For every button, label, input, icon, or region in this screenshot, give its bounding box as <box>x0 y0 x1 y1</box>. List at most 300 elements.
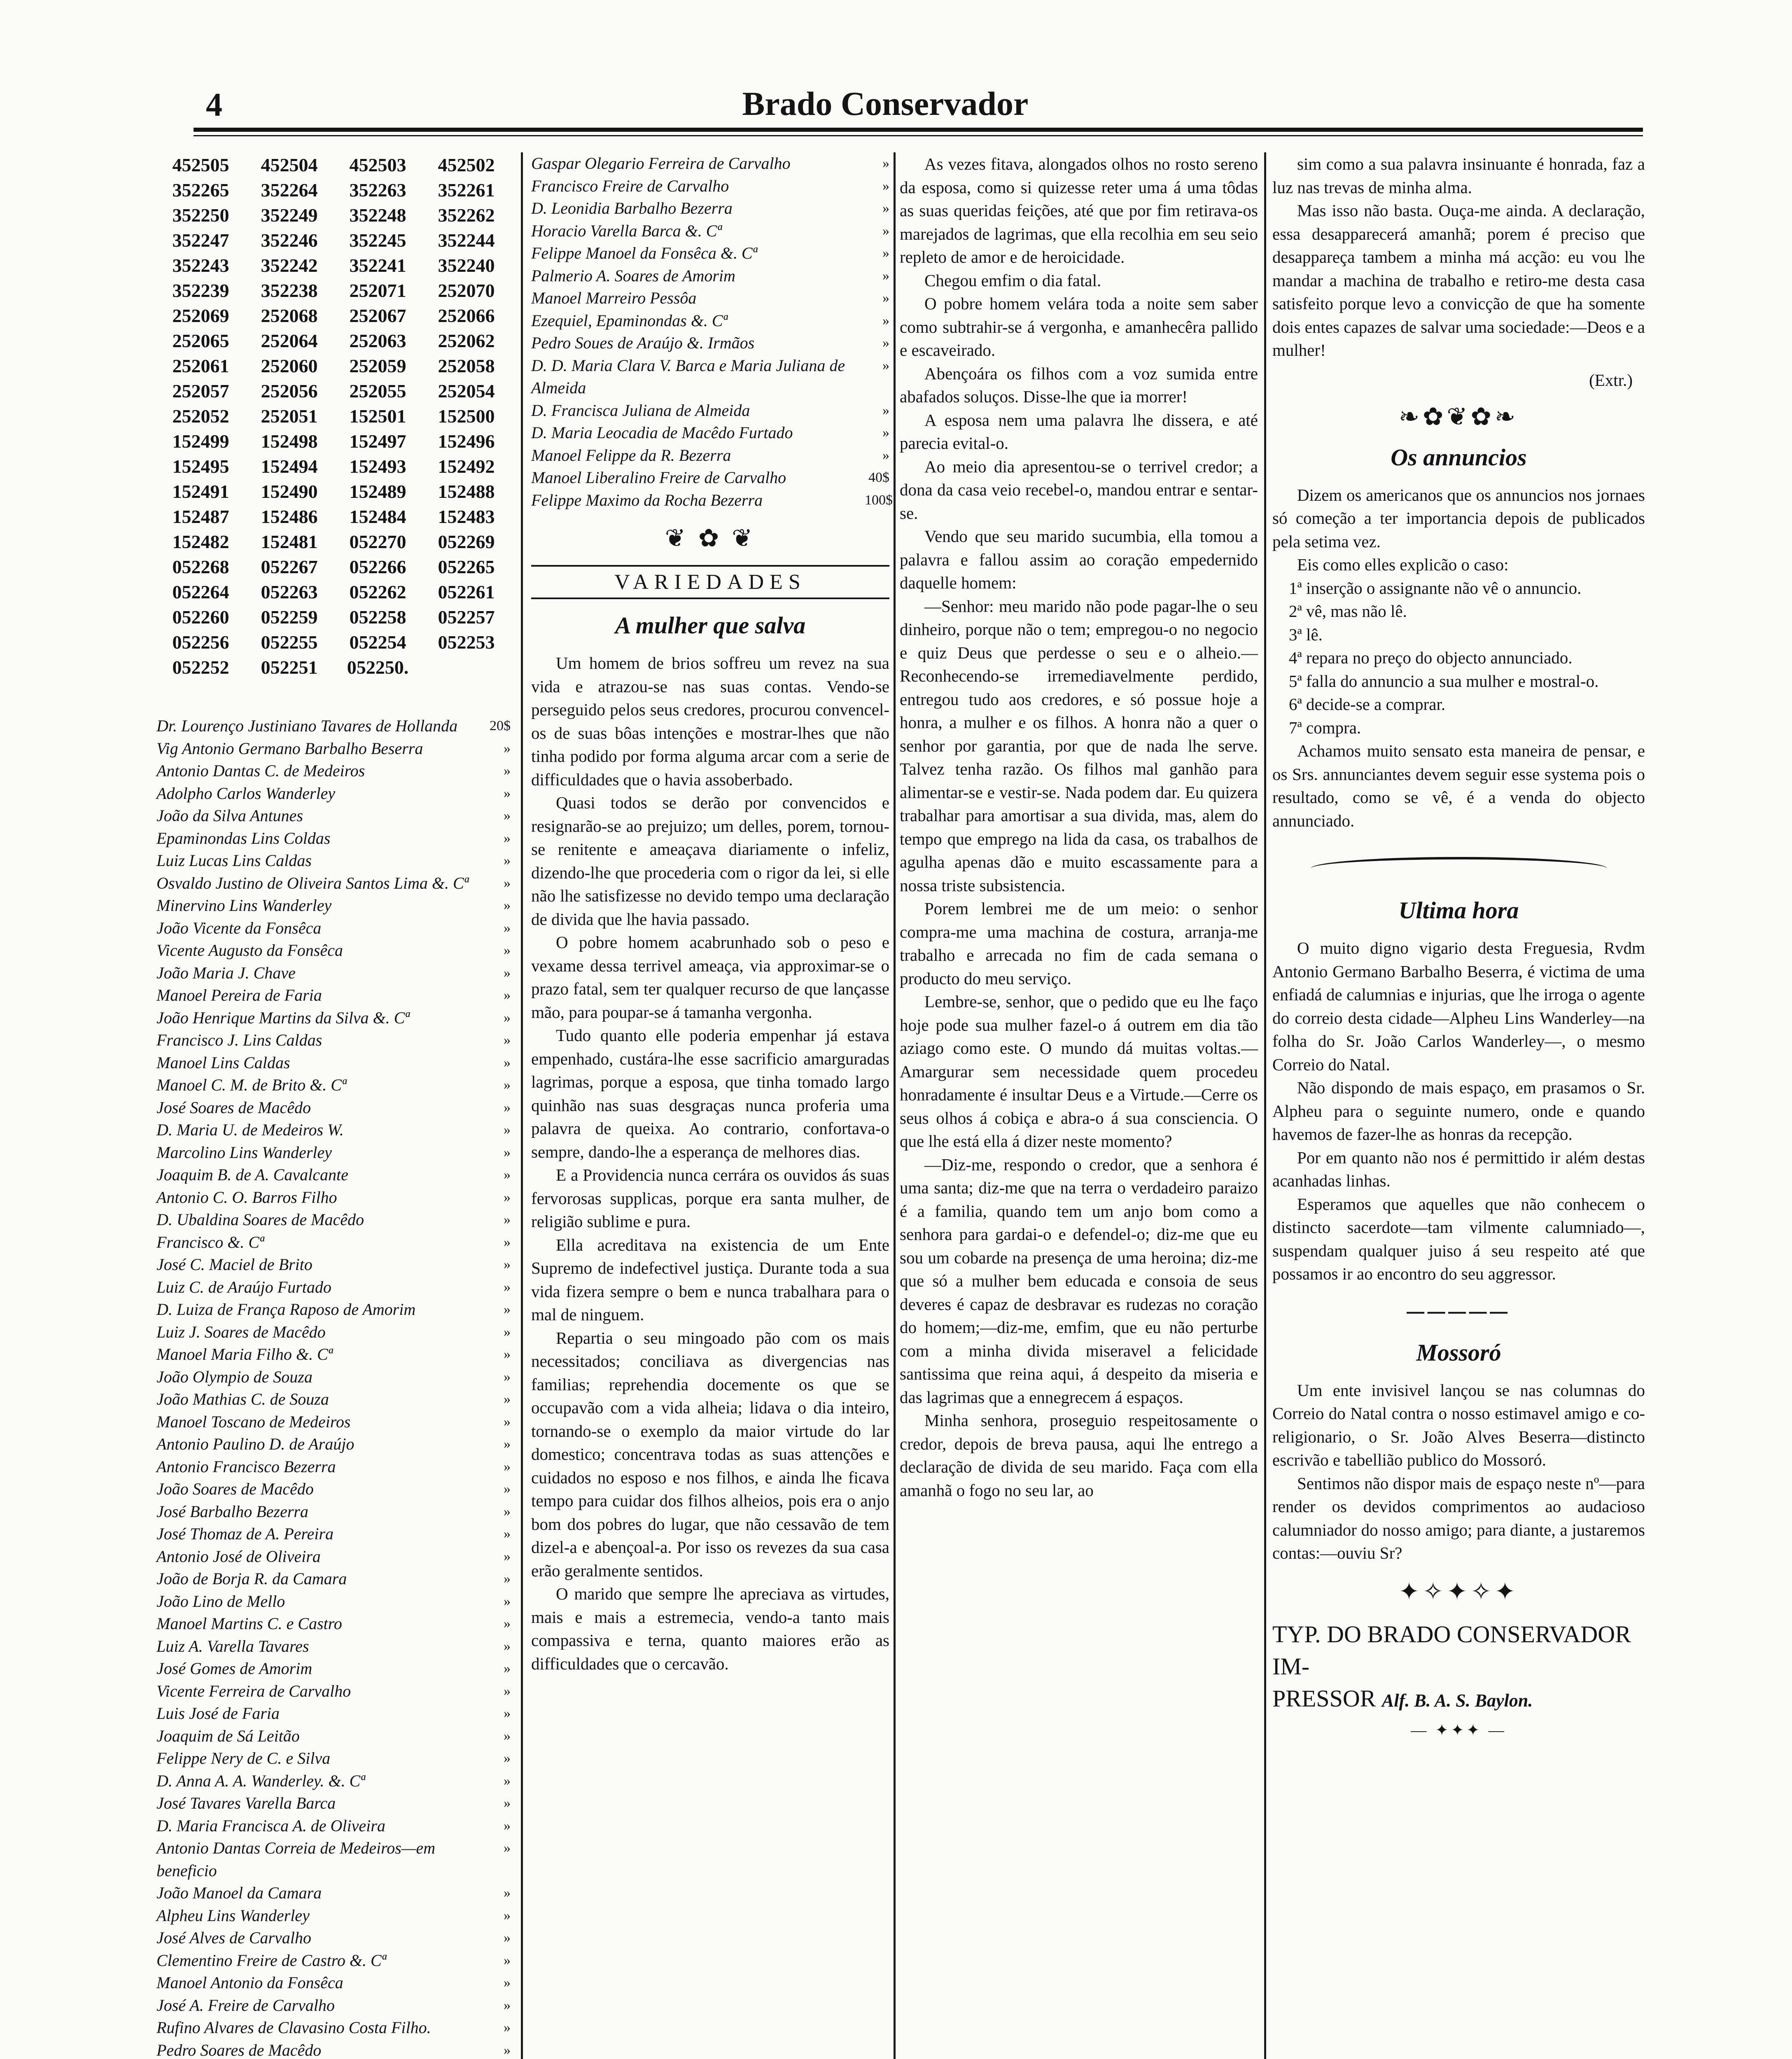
subscriber-row <box>156 1254 511 1276</box>
column-1 <box>156 152 511 2059</box>
subscriber-name: Vig Antonio Germano Barbalho Beserra <box>156 739 423 758</box>
annuncios-list-item: 5ª falla do annuncio a sua mulher e mostral-o. <box>1289 671 1599 691</box>
subscriber-name: Luiz A. Varella Tavares <box>156 1636 309 1655</box>
subscriber-row <box>156 1052 511 1074</box>
subscriber-row <box>156 1433 511 1456</box>
ticket-number: 152501 <box>349 406 406 427</box>
ticket-number: 252065 <box>172 330 229 351</box>
ticket-number: 052252 <box>172 657 229 678</box>
subscriber-row <box>531 175 889 198</box>
ticket-number: 352249 <box>261 205 318 226</box>
article-paragraph: Vendo que seu marido sucumbia, ella tomou a palavra e fallou assim ao coração empedernido daquelle homem: <box>900 527 1258 592</box>
ticket-number: 052255 <box>261 632 318 653</box>
subscriber-amount: 40$ <box>868 470 889 485</box>
subscriber-row <box>531 489 893 512</box>
subscriber-row <box>156 1725 511 1748</box>
subscriber-amount: » <box>504 1751 511 1766</box>
subscriber-row <box>531 399 889 422</box>
ticket-number: 352241 <box>349 255 406 276</box>
subscriber-row <box>531 220 889 243</box>
ticket-number: 352265 <box>172 180 229 201</box>
article-paragraph: Chegou emfim o dia fatal. <box>924 271 1101 290</box>
printer-imprint <box>1272 1618 1645 1717</box>
article-paragraph: A esposa nem uma palavra lhe dissera, e até parecia evital-o. <box>900 410 1258 453</box>
subscriber-name: João Lino de Mello <box>156 1592 285 1611</box>
subscriber-name: João Manoel da Camara <box>156 1884 322 1902</box>
subscriber-row <box>156 1568 511 1590</box>
article-paragraph: Quasi todos se derão por convencidos e resignarão-se ao prejuizo; um delles, porem, tornou-se renitente e ameaçava diariamente o infeliz, dizendo-lhe que procederia com o rigor da lei, si elle não lhe satisfizesse no devido tempo uma declaração de divida que lhe havia passado. <box>531 793 889 929</box>
subscriber-amount: » <box>504 898 511 913</box>
subscriber-name: Antonio C. O. Barros Filho <box>156 1188 337 1207</box>
subscriber-row <box>531 467 889 489</box>
subscriber-amount: » <box>504 1997 511 2013</box>
article-paragraph: Repartia o seu mingoado pão com os mais necessitados; conciliava as divergencias nas familias; reprehendia docemente os que se occupavão com a vida alheia; lidava o dia inteiro, tornando-se o exemplo da maior virtude do lar domestico; concentrava todas as suas attenções e cuidados no esposo e nos filhos, e ainda lhe ficava tempo para cuidar dos filhos alheios, pois era o anjo bom dos pobres do lugar, que não cessavão de tem dizel-a e abençoal-a. Por isso os revezes da sua casa erão geralmente sentidos. <box>531 1328 889 1580</box>
ticket-number: 052261 <box>438 581 495 602</box>
subscriber-amount: » <box>504 1818 511 1833</box>
subscriber-row <box>156 2039 511 2059</box>
ticket-number: 252052 <box>172 406 229 427</box>
subscriber-name: Manoel Felippe da R. Bezerra <box>531 446 731 465</box>
subscriber-list-1 <box>156 715 511 2059</box>
subscriber-amount: » <box>504 1795 511 1811</box>
article-paragraph: O pobre homem acabrunhado sob o peso e vexame dessa terrivel ameaça, via approximar-se o prazo fatal, sem ter qualquer recurso de que lançasse mão, para poupar-se á tamanha vergonha. <box>531 933 889 1022</box>
subscriber-name: D. Leonidia Barbalho Bezerra <box>531 199 733 217</box>
ornament-divider: ───── <box>1407 1298 1511 1326</box>
subscriber-amount: » <box>504 763 511 778</box>
subscriber-name: João Olympio de Souza <box>156 1367 313 1386</box>
subscriber-row <box>156 1994 511 2017</box>
subscriber-amount: » <box>882 313 889 328</box>
subscriber-amount: » <box>504 1503 511 1519</box>
ticket-number: 052257 <box>438 607 495 628</box>
subscriber-row <box>156 1949 511 1972</box>
ticket-number: 252058 <box>438 355 495 376</box>
annuncios-paragraph: Eis como elles explicão o caso: <box>1297 555 1509 574</box>
ticket-number: 152484 <box>349 506 406 527</box>
subscriber-row <box>156 1029 511 1052</box>
subscriber-name: Manoel Maria Filho &. Cª <box>156 1345 333 1363</box>
subscriber-amount: » <box>504 1571 511 1586</box>
mossoro-paragraph: Sentimos não dispor mais de espaço neste nº—para render os devidos comprimentos ao audacioso calumniador do nosso amigo; para diante, a justaremos contas:—ouviu Sr? <box>1272 1473 1645 1562</box>
ticket-number: 052258 <box>349 607 406 628</box>
ornament-divider: ❦ ✿ ❦ <box>665 525 756 552</box>
subscriber-amount: » <box>504 1055 511 1070</box>
subscriber-amount: » <box>504 965 511 980</box>
subscriber-name: Antonio Paulino D. de Araújo <box>156 1435 355 1453</box>
subscriber-amount: » <box>504 1616 511 1631</box>
ultima-hora-paragraph: Por em quanto não nos é permittido ir além destas acanhadas linhas. <box>1272 1148 1645 1190</box>
article-paragraph: As vezes fitava, alongados olhos no rosto sereno da esposa, como si quizesse reter uma á uma tôdas as suas queridas feições, até que por fim retirava-os marejados de lagrimas, que ella recolhia em seu seio repleto de amor e de heroicidade. <box>900 154 1258 266</box>
subscriber-name: Manoel Antonio da Fonsêca <box>156 1973 343 1992</box>
subscriber-row <box>156 1815 511 1837</box>
subscriber-row <box>156 1478 511 1501</box>
ticket-number: 052270 <box>349 531 406 552</box>
ticket-number: 452504 <box>261 154 318 175</box>
ticket-number: 352247 <box>172 230 229 251</box>
subscriber-row <box>156 1657 511 1680</box>
subscriber-name: Joaquim B. de A. Cavalcante <box>156 1165 348 1184</box>
subscriber-amount: » <box>882 425 889 440</box>
ticket-number: 152486 <box>261 506 318 527</box>
ticket-number: 352264 <box>261 180 318 201</box>
ticket-number: 352244 <box>438 230 495 251</box>
article-paragraph: Abençoára os filhos com a voz sumida entre abafados soluços. Disse-lhe que ia morrer! <box>900 364 1258 406</box>
ultima-hora-paragraph: Não dispondo de mais espaço, em prasamos o Sr. Alpheu para o seguinte numero, onde e quando havemos de fazer-lhe as honras da recepção. <box>1272 1078 1645 1144</box>
ticket-number: 152488 <box>438 481 495 502</box>
subscriber-name: José A. Freire de Carvalho <box>156 1996 335 2015</box>
subscriber-amount: » <box>504 1369 511 1384</box>
subscriber-name: Luiz C. de Araújo Furtado <box>156 1277 331 1296</box>
subscriber-amount: » <box>504 853 511 868</box>
ultima-hora-title: Ultima hora <box>1398 897 1519 924</box>
subscriber-name: José Soares de Macêdo <box>156 1098 311 1117</box>
ticket-number: 452503 <box>349 154 406 175</box>
article-paragraph: Um homem de brios soffreu um revez na sua vida e atrazou-se nas suas contas. Vendo-se perseguido pelos seus credores, procurou convencel-os de suas bôas intenções e mostrar-lhes que não tinha podido por forma alguma arcar com a serie de difficuldades que o havia assoberbado. <box>531 654 889 789</box>
subscriber-amount: » <box>882 245 889 261</box>
subscriber-amount: » <box>504 875 511 891</box>
subscriber-row <box>156 1119 511 1142</box>
article-paragraph: O marido que sempre lhe apreciava as virtudes, mais e mais a estremecia, vendo-a tanto mais compassiva e terna, quanto maiores erão as difficuldades que o cercavão. <box>531 1584 889 1673</box>
subscriber-amount: » <box>504 1010 511 1025</box>
subscriber-name: Pedro Soues de Araújo &. Irmãos <box>531 334 755 352</box>
subscriber-amount: » <box>882 201 889 216</box>
subscriber-row <box>156 1388 511 1411</box>
ticket-number: 152493 <box>349 456 406 477</box>
subscriber-name: Francisco Freire de Carvalho <box>531 176 729 195</box>
subscriber-row <box>156 1343 511 1366</box>
subscriber-name: Rufino Alvares de Clavasino Costa Filho. <box>156 2018 431 2037</box>
subscriber-row <box>156 1613 511 1635</box>
subscriber-name: Adolpho Carlos Wanderley <box>156 784 336 803</box>
subscriber-amount: » <box>882 178 889 194</box>
subscriber-name: José Gomes de Amorim <box>156 1659 313 1678</box>
ticket-number: 052269 <box>438 531 495 552</box>
subscriber-amount: » <box>504 1459 511 1474</box>
ticket-number: 152495 <box>172 456 229 477</box>
subscriber-row <box>156 1186 511 1209</box>
subscriber-amount: » <box>504 920 511 936</box>
ticket-number: 252060 <box>261 355 318 376</box>
subscriber-amount: » <box>504 1706 511 1721</box>
ticket-number: 352262 <box>438 205 495 226</box>
ticket-number: 152490 <box>261 481 318 502</box>
ticket-number: 352239 <box>172 280 229 301</box>
subscriber-amount: » <box>882 156 889 171</box>
ticket-number: 152500 <box>438 406 495 427</box>
subscriber-amount: » <box>504 1975 511 1990</box>
subscriber-name: Ezequiel, Epaminondas &. Cª <box>531 311 728 330</box>
ticket-number: 152481 <box>261 531 318 552</box>
article-body-1 <box>531 651 889 1675</box>
subscriber-name: Luis José de Faria <box>156 1704 280 1723</box>
ticket-number: 052256 <box>172 632 229 653</box>
subscriber-row <box>156 872 511 895</box>
subscriber-amount: » <box>504 1907 511 1923</box>
subscriber-amount: » <box>504 1885 511 1900</box>
ticket-number: 252056 <box>261 381 318 402</box>
subscriber-row <box>156 1501 511 1523</box>
mossoro-title: Mossoró <box>1416 1339 1501 1366</box>
annuncios-title: Os annuncios <box>1391 444 1527 471</box>
subscriber-name: D. Ubaldina Soares de Macêdo <box>156 1210 364 1229</box>
subscriber-row <box>531 287 889 310</box>
mossoro-body <box>1272 1379 1645 1565</box>
ticket-number: 052268 <box>172 556 229 577</box>
subscriber-row <box>156 738 511 760</box>
subscriber-name: Manoel Toscano de Medeiros <box>156 1412 351 1431</box>
subscriber-name: Antonio Dantas C. de Medeiros <box>156 761 365 780</box>
ticket-number: 252063 <box>349 330 406 351</box>
column-4 <box>1272 152 1645 2059</box>
subscriber-row <box>156 850 511 872</box>
subscriber-amount: » <box>504 1234 511 1250</box>
subscriber-name: José C. Maciel de Brito <box>156 1255 313 1274</box>
ticket-number: 352242 <box>261 255 318 276</box>
column-3 <box>900 152 1258 2059</box>
masthead-title: Brado Conservador <box>742 85 1029 122</box>
subscriber-amount: » <box>882 223 889 238</box>
subscriber-amount: » <box>504 785 511 801</box>
subscriber-row <box>156 760 511 782</box>
article-paragraph: Porem lembrei me de um meio: o senhor compra-me uma machina de costura, arranja-me trabalho e arrecada no fim de cada semana o producto do meu serviço. <box>900 899 1258 988</box>
subscriber-name: Francisco &. Cª <box>156 1233 264 1251</box>
subscriber-name: Pedro Soares de Macêdo <box>156 2040 322 2059</box>
column-rule-3 <box>1264 152 1266 2059</box>
subscriber-name: D. Anna A. A. Wanderley. &. Cª <box>156 1771 365 1790</box>
source-credit: (Extr.) <box>1589 370 1633 390</box>
subscriber-name: D. Maria Francisca A. de Oliveira <box>156 1816 385 1835</box>
subscriber-row <box>156 1927 511 1949</box>
subscriber-row <box>531 422 889 444</box>
ticket-number: 052260 <box>172 607 229 628</box>
ticket-number: 352261 <box>438 180 495 201</box>
article-paragraph: Lembre-se, senhor, que o pedido que eu lhe faço hoje pode sua mulher fazel-o á outrem em dia tão aziago como este. O mundo dá muitas voltas.—Amargurar sem necessidade quem procedeu honradamente é insultar Deus e a Virtude.—Cerre os seus olhos á cobiça e abra-o á sua consciencia. O que lhe está ella á dizer neste momento? <box>900 992 1258 1151</box>
subscriber-row <box>156 1635 511 1658</box>
ticket-numbers <box>156 152 511 680</box>
subscriber-row <box>156 827 511 850</box>
subscriber-name: João Mathias C. de Souza <box>156 1390 329 1408</box>
subscriber-name: Palmerio A. Soares de Amorim <box>531 266 735 285</box>
subscriber-row <box>156 984 511 1007</box>
subscriber-name: Dr. Lourenço Justiniano Tavares de Hollanda <box>156 717 458 735</box>
ticket-number: 252059 <box>349 355 406 376</box>
subscriber-amount: » <box>504 987 511 1003</box>
annuncios-body <box>1272 483 1645 577</box>
annuncios-list <box>1272 577 1645 740</box>
subscriber-amount: » <box>504 1167 511 1182</box>
subscriber-amount: » <box>882 402 889 418</box>
subscriber-row <box>531 355 889 399</box>
imprint-line-2: PRESSOR <box>1272 1685 1376 1712</box>
mossoro-paragraph: Um ente invisivel lançou se nas columnas do Correio do Natal contra o nosso estimavel amigo e co-religionario, o Sr. João Alves Beserra—distincto escrivão e tabellião publico do Mossoró. <box>1272 1380 1645 1469</box>
subscriber-row <box>156 1366 511 1389</box>
subscriber-amount: » <box>504 1683 511 1699</box>
ticket-number: 052262 <box>349 581 406 602</box>
ticket-number: 052267 <box>261 556 318 577</box>
imprint-line-1: TYP. DO BRADO CONSERVADOR IM- <box>1272 1620 1631 1680</box>
top-rule <box>194 128 1643 132</box>
subscriber-row <box>531 310 889 332</box>
annuncios-list-item: 4ª repara no preço do objecto annunciado. <box>1289 648 1573 667</box>
article-title: A mulher que salva <box>615 612 806 639</box>
subscriber-name: Joaquim de Sá Leitão <box>156 1726 300 1745</box>
ornament-divider: ✦✧✦✧✦ <box>1398 1578 1519 1605</box>
subscriber-amount: 100$ <box>865 492 893 508</box>
ticket-number: 052265 <box>438 556 495 577</box>
annuncios-conclusion: Achamos muito sensato esta maneira de pensar, e os Srs. annunciantes devem seguir esse systema pois o resultado, como se vê, é a venda do objecto annunciado. <box>1272 741 1645 830</box>
ticket-number: 252066 <box>438 305 495 326</box>
subscriber-row <box>156 1298 511 1321</box>
subscriber-amount: » <box>504 1481 511 1496</box>
subscriber-row <box>531 152 889 175</box>
column-rule-1 <box>521 152 523 2059</box>
subscriber-amount: » <box>504 1100 511 1115</box>
subscriber-name: Minervino Lins Wanderley <box>156 896 332 915</box>
subscriber-row <box>156 1590 511 1613</box>
ticket-number: 252054 <box>438 381 495 402</box>
annuncios-list-item: 3ª lê. <box>1289 625 1323 644</box>
subscriber-name: Alpheu Lins Wanderley <box>156 1906 310 1925</box>
subscriber-amount: » <box>882 357 889 373</box>
ticket-number: 152496 <box>438 431 495 452</box>
ticket-number: 152497 <box>349 431 406 452</box>
article-paragraph: Mas isso não basta. Ouça-me ainda. A declaração, essa desapparecerá amanhã; porem é preciso que desappareça tambem a minha má acção: eu vou lhe mandar a machina de trabalho e retiro-me desta casa satisfeito porque levo a convicção de que ha somente dois entes capazes de salvar uma sociedade:—Deos e a mulher! <box>1272 201 1645 360</box>
article-conclusion <box>1272 152 1645 362</box>
ticket-number: 252062 <box>438 330 495 351</box>
subscriber-row <box>531 242 889 265</box>
ticket-number: 152483 <box>438 506 495 527</box>
subscriber-name: Luiz J. Soares de Macêdo <box>156 1322 326 1341</box>
subscriber-row <box>156 1276 511 1299</box>
subscriber-row <box>531 332 889 355</box>
subscriber-name: Manoel Pereira de Faria <box>156 986 322 1004</box>
subscriber-name: D. Luiza de França Raposo de Amorim <box>156 1300 416 1319</box>
ticket-number: 352245 <box>349 230 406 251</box>
ticket-number: 052253 <box>438 632 495 653</box>
subscriber-row <box>156 1321 511 1344</box>
subscriber-name: José Thomaz de A. Pereira <box>156 1524 334 1543</box>
ticket-number: 052259 <box>261 607 318 628</box>
ticket-number: 352263 <box>349 180 406 201</box>
ticket-number: 352238 <box>261 280 318 301</box>
subscriber-name: João Maria J. Chave <box>156 963 296 982</box>
annuncios-list-item: 6ª decide-se a comprar. <box>1289 695 1446 714</box>
subscriber-name: João Soares de Macêdo <box>156 1480 314 1498</box>
subscriber-row <box>531 265 889 287</box>
subscriber-row <box>156 1882 511 1905</box>
ticket-number: 252055 <box>349 381 406 402</box>
subscriber-amount: » <box>504 830 511 846</box>
subscriber-row <box>156 1097 511 1119</box>
article-paragraph: sim como a sua palavra insinuante é honrada, faz a luz nas trevas de minha alma. <box>1272 154 1645 197</box>
subscriber-row <box>156 715 511 738</box>
subscriber-row <box>156 1411 511 1433</box>
subscriber-row <box>156 1523 511 1545</box>
subscriber-amount: » <box>504 1773 511 1788</box>
annuncios-list-item: 1ª inserção o assignante não vê o annuncio. <box>1289 578 1582 598</box>
subscriber-amount: » <box>504 1324 511 1340</box>
subscriber-amount: » <box>504 2020 511 2035</box>
ticket-number: 252051 <box>261 406 318 427</box>
subscriber-name: Gaspar Olegario Ferreira de Carvalho <box>531 154 791 173</box>
subscriber-row <box>156 805 511 827</box>
subscriber-amount: » <box>504 1661 511 1676</box>
subscriber-name: Felippe Manoel da Fonsêca &. Cª <box>531 244 757 262</box>
ticket-number: 452505 <box>172 154 229 175</box>
ticket-number: 152492 <box>438 456 495 477</box>
subscriber-amount: » <box>504 1189 511 1205</box>
subscriber-row <box>156 1972 511 1994</box>
ticket-number: 352250 <box>172 205 229 226</box>
subscriber-amount: » <box>882 290 889 306</box>
annuncios-paragraph: Dizem os americanos que os annuncios nos jornaes só começão a ter importancia depois de publicados pela setima vez. <box>1272 485 1645 551</box>
subscriber-row <box>156 1231 511 1254</box>
ticket-number: 052264 <box>172 581 229 602</box>
ticket-number: 052250. <box>347 657 409 678</box>
subscriber-amount: » <box>504 1279 511 1295</box>
ornament-divider: ― ✦✦✦ ― <box>1411 1721 1507 1739</box>
subscriber-amount: » <box>504 943 511 958</box>
ultima-hora-body <box>1272 936 1645 1286</box>
ticket-number: 252064 <box>261 330 318 351</box>
subscriber-name: Vicente Ferreira de Carvalho <box>156 1681 351 1700</box>
ticket-number: 152498 <box>261 431 318 452</box>
ultima-hora-paragraph: Esperamos que aquelles que não conhecem o distincto sacerdote—tam vilmente calumniado—, suspendam qualquer juiso á seu respeito até que possamos ir ao encontro do seu aggressor. <box>1272 1194 1645 1283</box>
article-paragraph: E a Providencia nunca cerrára os ouvidos ás suas fervorosas supplicas, porque era santa mulher, de religião sublime e pura. <box>531 1165 889 1231</box>
subscriber-row <box>156 1702 511 1725</box>
subscriber-amount: 20$ <box>490 718 511 733</box>
subscriber-amount: » <box>504 1077 511 1093</box>
article-paragraph: —Senhor: meu marido não pode pagar-lhe o seu dinheiro, porque não o tem; empregou-o no negocio e quiz Deus que perdesse o seu e o alheio.—Reconhecendo-se irremediavelmente perdido, entregou tudo aos credores, e só possue hoje a honra, a mulher e os filhos. A honra não a quer o senhor por garantia, por que de nada lhe serve. Talvez tenha razão. Os filhos mal ganhão para alimentar-se e vestir-se. Nada podem dar. Eu quizera trabalhar para amortisar a sua divida, mas, alem do tempo que emprego na lida da casa, os trabalhos de agulha apenas dão e muito escassamente para a nossa triste subsistencia. <box>900 596 1258 895</box>
subscriber-row <box>156 1747 511 1770</box>
article-paragraph: Ella acreditava na existencia de um Ente Supremo de indefectivel justiça. Durante toda a sua vida fizera sempre o bem e nunca trabalhara para o mal de ninguem. <box>531 1235 889 1324</box>
subscriber-amount: » <box>882 447 889 463</box>
subscriber-row <box>156 1456 511 1478</box>
subscriber-row <box>156 2017 511 2039</box>
subscriber-row <box>156 1905 511 1927</box>
section-heading: VARIEDADES <box>531 565 889 599</box>
subscriber-name: Manoel Martins C. e Castro <box>156 1614 342 1633</box>
article-body-2 <box>900 152 1258 1502</box>
subscriber-name: José Alves de Carvalho <box>156 1928 311 1947</box>
subscriber-amount: » <box>504 1638 511 1654</box>
subscriber-name: Luiz Lucas Lins Caldas <box>156 851 312 870</box>
article-paragraph: Tudo quanto elle poderia empenhar já estava empenhado, custára-lhe esse sacrificio amarguradas lagrimas, porque a esposa, que tinha tomado largo quinhão nas suas desgraças nunca proferia uma palavra de queixa. Ao contrario, confortava-o sempre, dando-lhe a esperança de melhores dias. <box>531 1026 889 1161</box>
subscriber-name: D. D. Maria Clara V. Barca e Maria Juliana de Almeida <box>531 356 845 397</box>
subscriber-name: Horacio Varella Barca &. Cª <box>531 221 722 240</box>
subscriber-name: Antonio José de Oliveira <box>156 1547 321 1566</box>
subscriber-name: José Barbalho Bezerra <box>156 1502 308 1521</box>
subscriber-row <box>156 1074 511 1097</box>
subscriber-amount: » <box>504 1593 511 1609</box>
subscriber-row <box>156 782 511 805</box>
article-paragraph: Minha senhora, proseguio respeitosamente o credor, depois de breva pausa, aqui lhe entrego a declaração de divida de seu marido. Faça com ella amanhã o fogo no seu lar, ao <box>900 1411 1258 1500</box>
subscriber-name: D. Maria Leocadia de Macêdo Furtado <box>531 423 793 442</box>
article-paragraph: Ao meio dia apresentou-se o terrivel credor; a dona da casa veio recebel-o, mandou entrar e sentar-se. <box>900 457 1258 523</box>
ultima-hora-paragraph: O muito digno vigario desta Freguesia, Rvdm Antonio Germano Barbalho Beserra, é victima de uma enfiadá de calumnias e injurias, que lhe irroga o agente do correio desta cidade—Alpheu Lins Wanderley—na folha do Sr. João Carlos Wanderley—, o mesmo Correio do Natal. <box>1272 938 1645 1074</box>
ticket-number: 052263 <box>261 581 318 602</box>
subscriber-amount: » <box>504 1257 511 1272</box>
ticket-number: 152494 <box>261 456 318 477</box>
subscriber-amount: » <box>504 808 511 823</box>
subscriber-amount: » <box>504 1347 511 1362</box>
ticket-number: 252057 <box>172 381 229 402</box>
subscriber-amount: » <box>504 2042 511 2058</box>
subscriber-name: D. Maria U. de Medeiros W. <box>156 1121 344 1139</box>
column-rule-2 <box>894 152 896 2059</box>
ticket-number: 152499 <box>172 431 229 452</box>
subscriber-row <box>531 197 889 220</box>
